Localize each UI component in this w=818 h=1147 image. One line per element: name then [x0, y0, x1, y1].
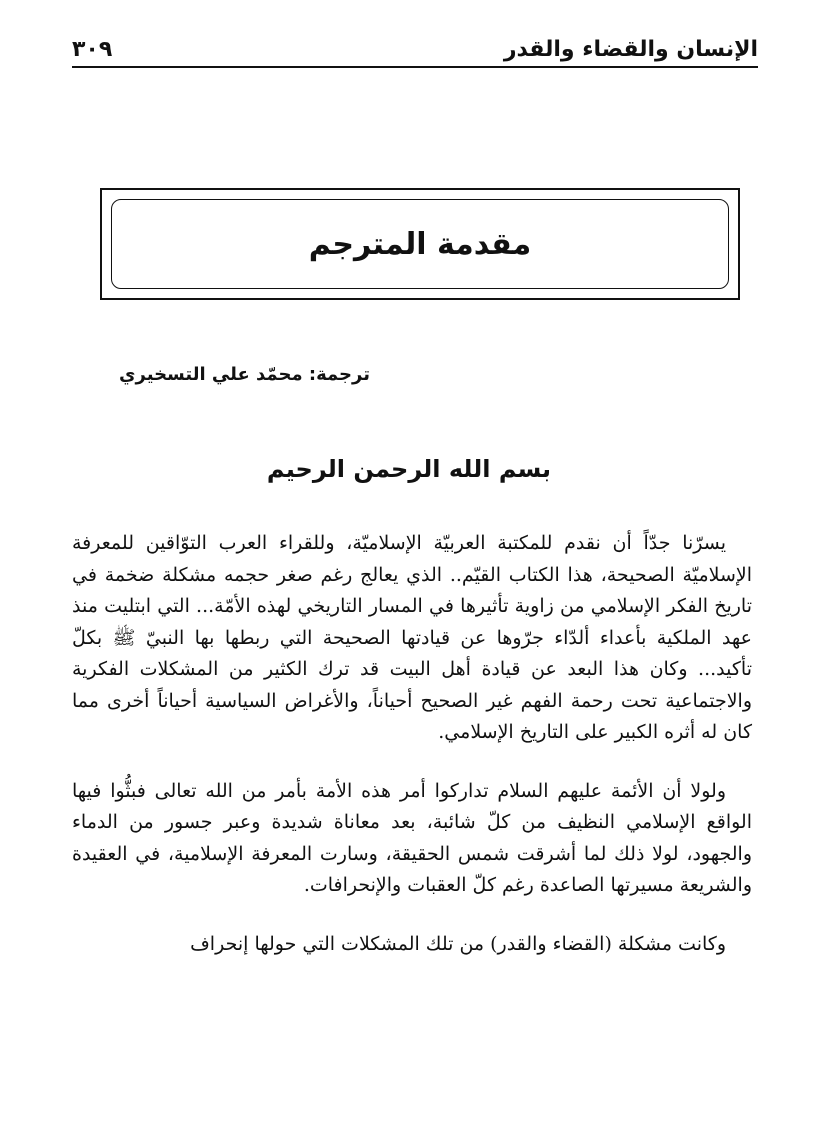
chapter-title-inner-frame: [111, 199, 729, 289]
paragraph-3: وكانت مشكلة (القضاء والقدر) من تلك المشكلات التي حولها إنحراف: [190, 932, 726, 955]
translator-credit: ترجمة: محمّد علي التسخيري: [119, 364, 370, 385]
paragraph-2: ولولا أن الأئمة عليهم السلام تداركوا أمر هذه الأمة بأمر من الله تعالى فبثُّوا فيها الواقع الإسلامي النظيف من كلّ شائبة، بعد معاناة شديدة وعبر جسور من الدماء والجهود، لولا ذلك لما أشرقت شمس الحقيقة، وسارت المعرفة الإسلامية، في العقيدة والشريعة مسيرتها الصاعدة رغم كلّ العقبات والإنحرافات.: [72, 779, 752, 896]
running-header: [72, 28, 758, 68]
basmala: بسم الله الرحمن الرحيم: [266, 455, 552, 483]
page-number: ٣٠٩: [72, 37, 113, 62]
paragraph-1: يسرّنا جدّاً أن نقدم للمكتبة العربيّة الإسلاميّة، وللقراء العرب التوّاقين للمعرفة الإسلاميّة الصحيحة، هذا الكتاب القيّم.. الذي يعالج رغم صغر حجمه مشكلة ضخمة في تاريخ الفكر الإسلامي من زاوية تأثيرها في المسار التاريخي لهذه الأمّة... التي ابتليت منذ عهد الملكية بأعداء ألدّاء جرّوها عن قيادتها الصحيحة التي ربطها بها النبيّ ﷺ بكلّ تأكيد... وكان هذا البعد عن قيادة أهل البيت قد ترك الكثير من المشكلات الفكرية والاجتماعية تحت رحمة الفهم غير الصحيح أحياناً، والأغراض السياسية أحياناً أخرى مما كان له أثره الكبير على التاريخ الإسلامي.: [72, 532, 752, 743]
running-header-title: الإنسان والقضاء والقدر: [503, 37, 758, 62]
body-text: [72, 528, 752, 960]
chapter-title-frame: [100, 188, 740, 300]
chapter-title: مقدمة المترجم: [308, 226, 532, 262]
